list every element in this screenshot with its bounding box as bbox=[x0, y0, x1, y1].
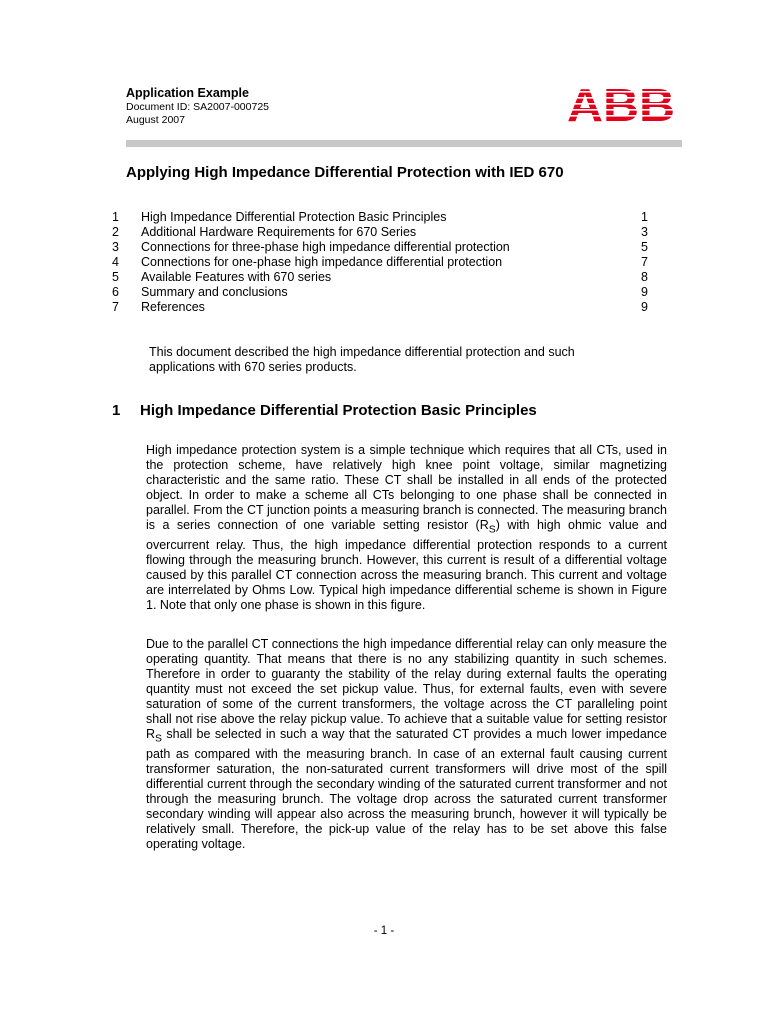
toc-page: 3 bbox=[641, 225, 648, 239]
document-title: Applying High Impedance Differential Protection with IED 670 bbox=[126, 164, 564, 181]
toc-page: 8 bbox=[641, 270, 648, 284]
toc-number: 6 bbox=[112, 285, 119, 299]
subscript: S bbox=[488, 524, 496, 536]
toc-page: 9 bbox=[641, 285, 648, 299]
abb-logo bbox=[566, 84, 676, 124]
toc-page: 5 bbox=[641, 240, 648, 254]
document-header bbox=[126, 86, 269, 126]
toc-title: Connections for one-phase high impedance differential protection bbox=[141, 255, 503, 269]
toc-entry[interactable] bbox=[112, 255, 648, 270]
toc-title: References bbox=[141, 300, 205, 314]
page-number: - 1 - bbox=[373, 925, 395, 937]
section-number: 1 bbox=[112, 402, 121, 419]
document-id: Document ID: SA2007-000725 bbox=[126, 101, 270, 113]
toc-entry[interactable] bbox=[112, 300, 648, 315]
document-date: August 2007 bbox=[126, 113, 185, 126]
toc-page: 1 bbox=[641, 210, 648, 224]
section-title: High Impedance Differential Protection Basic Principles bbox=[140, 402, 537, 419]
section-heading bbox=[112, 402, 537, 419]
paragraph-text: High impedance protection system is a simple technique which requires that all CTs, used in the protection scheme, have relatively high knee point voltage, similar magnetizing characteristic and the same ratio. These CT shall be installed in all ends of the protected object. In order to make a scheme all CTs belonging to one phase shall be connected in parallel. From the CT junction points a measuring branch is connected. The measuring branch is a series connection of one variable setting resistor (R bbox=[146, 443, 667, 532]
toc-number: 3 bbox=[112, 240, 119, 254]
toc-page: 7 bbox=[641, 255, 648, 269]
toc-number: 4 bbox=[112, 255, 119, 269]
toc-title: Available Features with 670 series bbox=[141, 270, 332, 284]
toc-number: 1 bbox=[112, 210, 119, 224]
subscript: S bbox=[155, 733, 162, 745]
header-divider bbox=[126, 140, 682, 147]
toc-entry[interactable] bbox=[112, 240, 648, 255]
document-type-label: Application Example bbox=[126, 86, 249, 100]
paragraph-text: Due to the parallel CT connections the high impedance differential relay can only measure the operating quantity. That means that there is no any stabilizing quantity in such schemes. Therefore in order to guaranty the stability of the relay during external faults the operating quantity must not exceed the set pickup value. Thus, for external faults, even with severe saturation of some of the current transformers, the voltage across the CT paralleling point shall not rise above the relay pickup value. To achieve that a suitable value for setting resistor R bbox=[146, 637, 667, 741]
toc-title: High Impedance Differential Protection Basic Principles bbox=[141, 210, 447, 224]
toc-number: 7 bbox=[112, 300, 119, 314]
toc-entry[interactable] bbox=[112, 270, 648, 285]
table-of-contents bbox=[112, 210, 648, 315]
toc-entry[interactable] bbox=[112, 285, 648, 300]
toc-number: 2 bbox=[112, 225, 119, 239]
body-paragraph bbox=[146, 443, 667, 613]
toc-entry[interactable] bbox=[112, 225, 648, 240]
intro-paragraph: This document described the high impedance differential protection and such applications with 670 series products. bbox=[149, 345, 575, 374]
body-paragraph bbox=[146, 637, 667, 852]
toc-entry[interactable] bbox=[112, 210, 648, 225]
toc-title: Additional Hardware Requirements for 670 Series bbox=[141, 225, 417, 239]
toc-page: 9 bbox=[641, 300, 648, 314]
toc-title: Connections for three-phase high impedance differential protection bbox=[141, 240, 510, 254]
toc-title: Summary and conclusions bbox=[141, 285, 288, 299]
toc-number: 5 bbox=[112, 270, 119, 284]
paragraph-text: shall be selected in such a way that the saturated CT provides a much lower impedance path as compared with the measuring branch. In case of an external fault causing current transformer saturation, the non-saturated current transformers will drive most of the spill differential current through the secondary winding of the saturated current transformer and not through the measuring brunch. The voltage drop across the saturated current transformer secondary winding will appear also across the measuring brunch, however it will typically be relatively small. Therefore, the pick-up value of the relay has to be set above this false operating voltage. bbox=[146, 727, 667, 851]
paragraph-text: ) with high ohmic value and overcurrent relay. Thus, the high impedance differential protection responds to a current flowing through the measuring brunch. However, this current is result of a differential voltage caused by this parallel CT connection across the measuring branch. This current and voltage are interrelated by Ohms Low. Typical high impedance differential scheme is shown in Figure 1. Note that only one phase is shown in this figure. bbox=[146, 518, 667, 612]
